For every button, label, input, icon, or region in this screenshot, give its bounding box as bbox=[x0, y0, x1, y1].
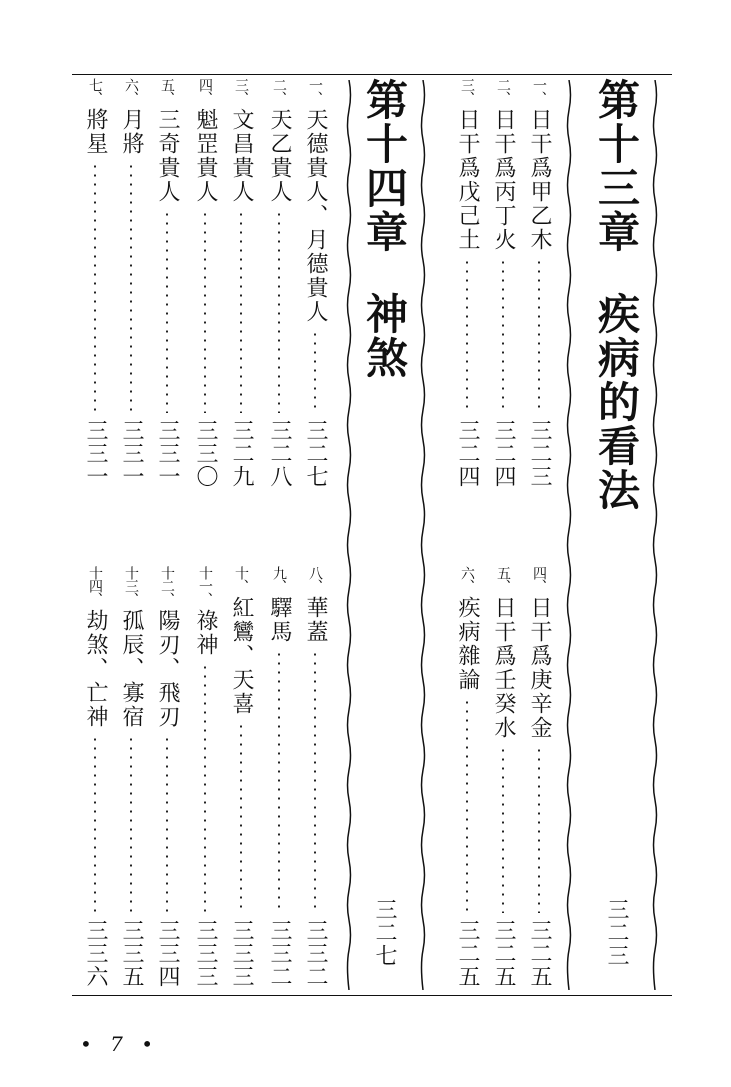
leader-dots bbox=[240, 722, 242, 913]
leader-dots bbox=[278, 650, 280, 913]
leader-dots bbox=[166, 210, 168, 413]
chapter-13-page: 三二三 bbox=[604, 898, 629, 967]
toc-entry[interactable]: 三、 日干爲戊己土 三二四 bbox=[455, 78, 480, 488]
chapter-14-page: 三二七 bbox=[372, 898, 397, 967]
toc-entry[interactable]: 三、 文昌貴人 三二九 bbox=[229, 78, 254, 488]
page-number: • 7 • bbox=[80, 1032, 160, 1056]
chapter-14-name: 神煞 bbox=[360, 292, 409, 380]
wavy-divider-ch13 bbox=[566, 80, 572, 990]
leader-dots bbox=[314, 650, 316, 913]
wavy-divider-ch14-left bbox=[346, 80, 352, 990]
leader-dots bbox=[502, 746, 504, 913]
leader-dots bbox=[130, 162, 132, 413]
toc-entry[interactable]: 二、 天乙貴人 三二八 bbox=[267, 78, 292, 488]
toc-entry[interactable]: 九、 驛馬 三三二 bbox=[267, 566, 292, 988]
toc-entry[interactable]: 十四、 劫煞、亡神 三三六 bbox=[83, 566, 108, 988]
toc-entry[interactable]: 一、 天德貴人、月德貴人 三二七 bbox=[303, 78, 328, 488]
leader-dots bbox=[94, 162, 96, 413]
leader-dots bbox=[538, 746, 540, 913]
toc-entry[interactable]: 八、 華蓋 三三二 bbox=[303, 566, 328, 988]
wavy-divider-right bbox=[652, 80, 658, 990]
toc-entry[interactable]: 六、 疾病雜論 三二五 bbox=[455, 566, 480, 988]
toc-entry[interactable]: 六、 月將 三三一 bbox=[119, 78, 144, 488]
chapter-13-name: 疾病的看法 bbox=[592, 292, 641, 512]
toc-entry[interactable]: 十三、 孤辰、寡宿 三三五 bbox=[119, 566, 144, 988]
chapter-14-heading bbox=[360, 78, 408, 988]
toc-entry[interactable]: 一、 日干爲甲乙木 三二三 bbox=[527, 78, 552, 488]
toc-entry[interactable]: 十二、 陽刃、飛刃 三三四 bbox=[155, 566, 180, 988]
leader-dots bbox=[204, 210, 206, 413]
leader-dots bbox=[466, 258, 468, 413]
toc-entry[interactable]: 四、 日干爲庚辛金 三二五 bbox=[527, 566, 552, 988]
toc-entry[interactable]: 十、 紅鸞、天喜 三三三 bbox=[229, 566, 254, 988]
wavy-divider-ch14-right bbox=[420, 80, 426, 990]
leader-dots bbox=[94, 735, 96, 913]
toc-entry[interactable]: 五、 日干爲壬癸水 三二五 bbox=[491, 566, 516, 988]
leader-dots bbox=[166, 735, 168, 913]
leader-dots bbox=[204, 663, 206, 913]
toc-entry[interactable]: 四、 魁罡貴人 三三〇 bbox=[193, 78, 218, 488]
leader-dots bbox=[466, 698, 468, 913]
toc-entry[interactable]: 五、 三奇貴人 三三一 bbox=[155, 78, 180, 488]
toc-entry[interactable]: 七、 將星 三三一 bbox=[83, 78, 108, 488]
leader-dots bbox=[538, 258, 540, 413]
leader-dots bbox=[314, 330, 316, 413]
chapter-13-label: 第十三章 bbox=[592, 78, 641, 254]
toc-entry[interactable]: 二、 日干爲丙丁火 三二四 bbox=[491, 78, 516, 488]
chapter-13-heading bbox=[592, 78, 640, 988]
toc-entry[interactable]: 十一、 祿神 三三三 bbox=[193, 566, 218, 988]
leader-dots bbox=[240, 210, 242, 413]
chapter-14-label: 第十四章 bbox=[360, 78, 409, 254]
leader-dots bbox=[502, 258, 504, 413]
leader-dots bbox=[278, 210, 280, 413]
leader-dots bbox=[130, 735, 132, 913]
